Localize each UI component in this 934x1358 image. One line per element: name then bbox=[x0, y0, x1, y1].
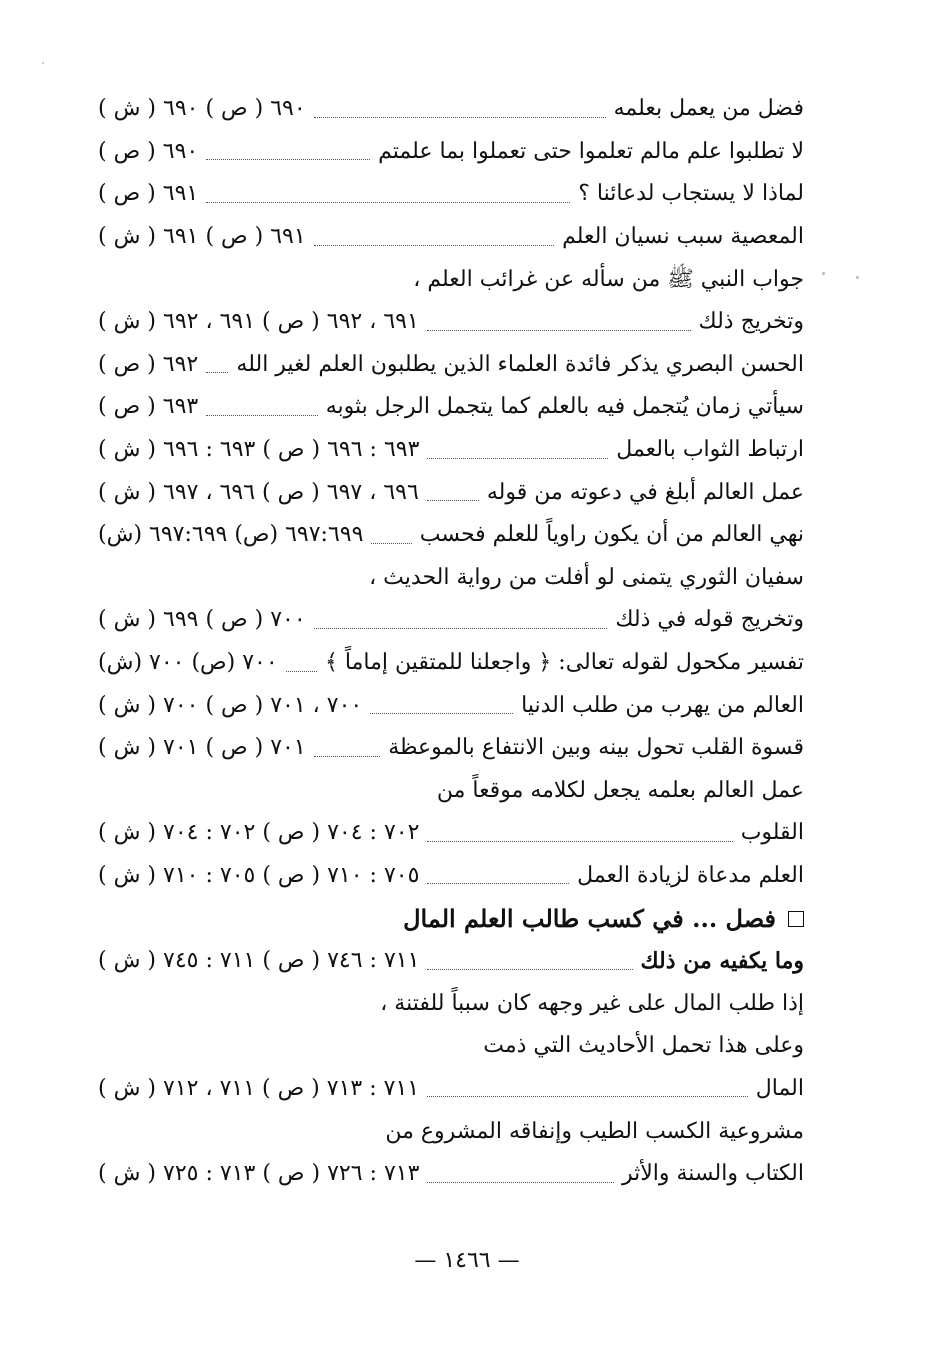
page-references: ٦٩٣ ( ص ) bbox=[98, 394, 199, 420]
dot-leader bbox=[427, 500, 479, 501]
index-entry bbox=[98, 1068, 804, 1111]
index-entry bbox=[98, 258, 804, 301]
page-references: ٧١٣ : ٧٢٦ ( ص ) ٧١٣ : ٧٢٥ ( ش ) bbox=[98, 1161, 420, 1187]
dot-leader bbox=[206, 372, 228, 373]
page-references: ٦٩٦ ، ٦٩٧ ( ص ) ٦٩٦ ، ٦٩٧ ( ش ) bbox=[98, 479, 419, 505]
index-entry bbox=[98, 812, 804, 855]
dot-leader bbox=[427, 883, 569, 884]
dot-leader bbox=[427, 330, 691, 331]
index-entry bbox=[98, 1025, 804, 1068]
entry-title: الكتاب والسنة والأثر bbox=[621, 1161, 804, 1187]
entry-title: تفسير مكحول لقوله تعالى: ﴿ واجعلنا للمتقين إماماً ﴾ bbox=[325, 650, 804, 676]
entry-title: العلم مدعاة لزيادة العمل bbox=[577, 862, 804, 888]
entry-title: إذا طلب المال على غير وجهه كان سبباً للفتنة ، bbox=[380, 990, 804, 1016]
entry-title: لا تطلبوا علم مالم تعلموا حتى تعملوا بما علمتم bbox=[378, 138, 804, 164]
dot-leader bbox=[427, 1182, 614, 1183]
index-entry bbox=[98, 599, 804, 642]
entry-title: المال bbox=[755, 1075, 804, 1101]
scan-speck bbox=[856, 276, 859, 279]
index-entry bbox=[98, 1153, 804, 1196]
dot-leader bbox=[427, 969, 632, 970]
index-entry bbox=[98, 88, 804, 131]
index-entry bbox=[98, 770, 804, 813]
page-references: ٦٩٠ ( ص ) ٦٩٠ ( ش ) bbox=[98, 96, 306, 122]
page-references: ٦٩٠ ( ص ) bbox=[98, 138, 199, 164]
page-number: — ١٤٦٦ — bbox=[414, 1248, 520, 1273]
entry-title: عمل العالم بعلمه يجعل لكلامه موقعاً من bbox=[436, 777, 804, 803]
dot-leader bbox=[371, 543, 411, 544]
entry-title: فضل من يعمل بعلمه bbox=[613, 96, 804, 122]
entry-title: مشروعية الكسب الطيب وإنفاقه المشروع من bbox=[385, 1118, 804, 1144]
dot-leader bbox=[314, 756, 381, 757]
page-references: ٧٠١ ( ص ) ٧٠١ ( ش ) bbox=[98, 735, 306, 761]
page-references: ٧٠٢ : ٧٠٤ ( ص ) ٧٠٢ : ٧٠٤ ( ش ) bbox=[98, 820, 420, 846]
page-references: ٦٩٢ ( ص ) bbox=[98, 351, 199, 377]
page-references: ٧١١ : ٧٤٦ ( ص ) ٧١١ : ٧٤٥ ( ش ) bbox=[98, 948, 420, 974]
entry-title: وعلى هذا تحمل الأحاديث التي ذمت bbox=[483, 1033, 804, 1059]
entry-title: العالم من يهرب من طلب الدنيا bbox=[521, 692, 804, 718]
dot-leader bbox=[314, 245, 554, 246]
dot-leader bbox=[427, 1096, 748, 1097]
entry-title: الحسن البصري يذكر فائدة العلماء الذين يطلبون العلم لغير الله bbox=[236, 351, 804, 377]
index-entry bbox=[98, 131, 804, 174]
index-entry bbox=[98, 471, 804, 514]
index-entry bbox=[98, 344, 804, 387]
dot-leader bbox=[427, 841, 732, 842]
index-entry bbox=[98, 173, 804, 216]
index-entry bbox=[98, 514, 804, 557]
scan-speck bbox=[822, 272, 825, 275]
index-entry bbox=[98, 216, 804, 259]
entry-title: وما يكفيه من ذلك bbox=[640, 948, 804, 975]
entry-title: القلوب bbox=[740, 820, 804, 846]
dot-leader bbox=[206, 202, 570, 203]
dot-leader bbox=[370, 713, 513, 714]
index-entry bbox=[98, 727, 804, 770]
page-references: ٧٠٠ ( ص ) ٦٩٩ ( ش ) bbox=[98, 607, 306, 633]
dot-leader bbox=[206, 159, 370, 160]
index-entry bbox=[98, 1110, 804, 1153]
entry-title: عمل العالم أبلغ في دعوته من قوله bbox=[486, 479, 804, 505]
page-references: ٦٩٧:٦٩٩ (ص) ٦٩٧:٦٩٩ (ش) bbox=[98, 522, 364, 548]
page-references: ٧٠٠ ، ٧٠١ ( ص ) ٧٠٠ ( ش ) bbox=[98, 692, 363, 718]
entry-title: وتخريج قوله في ذلك bbox=[615, 607, 804, 633]
scan-speck bbox=[42, 62, 44, 64]
entry-title: ارتباط الثواب بالعمل bbox=[616, 437, 804, 463]
page-references: ٧٠٠ (ص) ٧٠٠ (ش) bbox=[98, 650, 278, 676]
index-entry bbox=[98, 684, 804, 727]
index-entry bbox=[98, 557, 804, 600]
index-entry bbox=[98, 855, 804, 898]
entry-title: لماذا لا يستجاب لدعائنا ؟ bbox=[578, 181, 804, 207]
index-entry bbox=[98, 642, 804, 685]
dot-leader bbox=[286, 671, 317, 672]
page-references: ٦٩١ ( ص ) ٦٩١ ( ش ) bbox=[98, 224, 306, 250]
entry-title: قسوة القلب تحول بينه وبين الانتفاع بالموعظة bbox=[388, 735, 804, 761]
index-entries bbox=[98, 88, 804, 1195]
index-entry bbox=[98, 301, 804, 344]
index-entry bbox=[98, 982, 804, 1025]
entry-title: فصل ... في كسب طالب العلم المال bbox=[403, 903, 776, 933]
entry-title: المعصية سبب نسيان العلم bbox=[562, 224, 804, 250]
page-references: ٦٩١ ، ٦٩٢ ( ص ) ٦٩١ ، ٦٩٢ ( ش ) bbox=[98, 309, 419, 335]
index-entry bbox=[98, 940, 804, 983]
square-box-icon bbox=[788, 911, 804, 927]
page-references: ٦٩٣ : ٦٩٦ ( ص ) ٦٩٣ : ٦٩٦ ( ش ) bbox=[98, 437, 420, 463]
entry-title: سيأتي زمان يُتجمل فيه بالعلم كما يتجمل الرجل بثوبه bbox=[325, 394, 804, 420]
page-references: ٧١١ : ٧١٣ ( ص ) ٧١١ ، ٧١٢ ( ش ) bbox=[98, 1075, 420, 1101]
dot-leader bbox=[427, 458, 608, 459]
entry-title: جواب النبي ﷺ من سأله عن غرائب العلم ، bbox=[413, 266, 804, 292]
dot-leader bbox=[206, 415, 317, 416]
index-entry bbox=[98, 386, 804, 429]
entry-title: سفيان الثوري يتمنى لو أفلت من رواية الحديث ، bbox=[369, 564, 804, 590]
index-entry bbox=[98, 429, 804, 472]
dot-leader bbox=[314, 117, 606, 118]
page-references: ٧٠٥ : ٧١٠ ( ص ) ٧٠٥ : ٧١٠ ( ش ) bbox=[98, 862, 420, 888]
entry-title: وتخريج ذلك bbox=[698, 309, 804, 335]
dot-leader bbox=[314, 628, 608, 629]
page-references: ٦٩١ ( ص ) bbox=[98, 181, 199, 207]
section-heading bbox=[98, 897, 804, 940]
entry-title: نهي العالم من أن يكون راوياً للعلم فحسب bbox=[419, 522, 804, 548]
